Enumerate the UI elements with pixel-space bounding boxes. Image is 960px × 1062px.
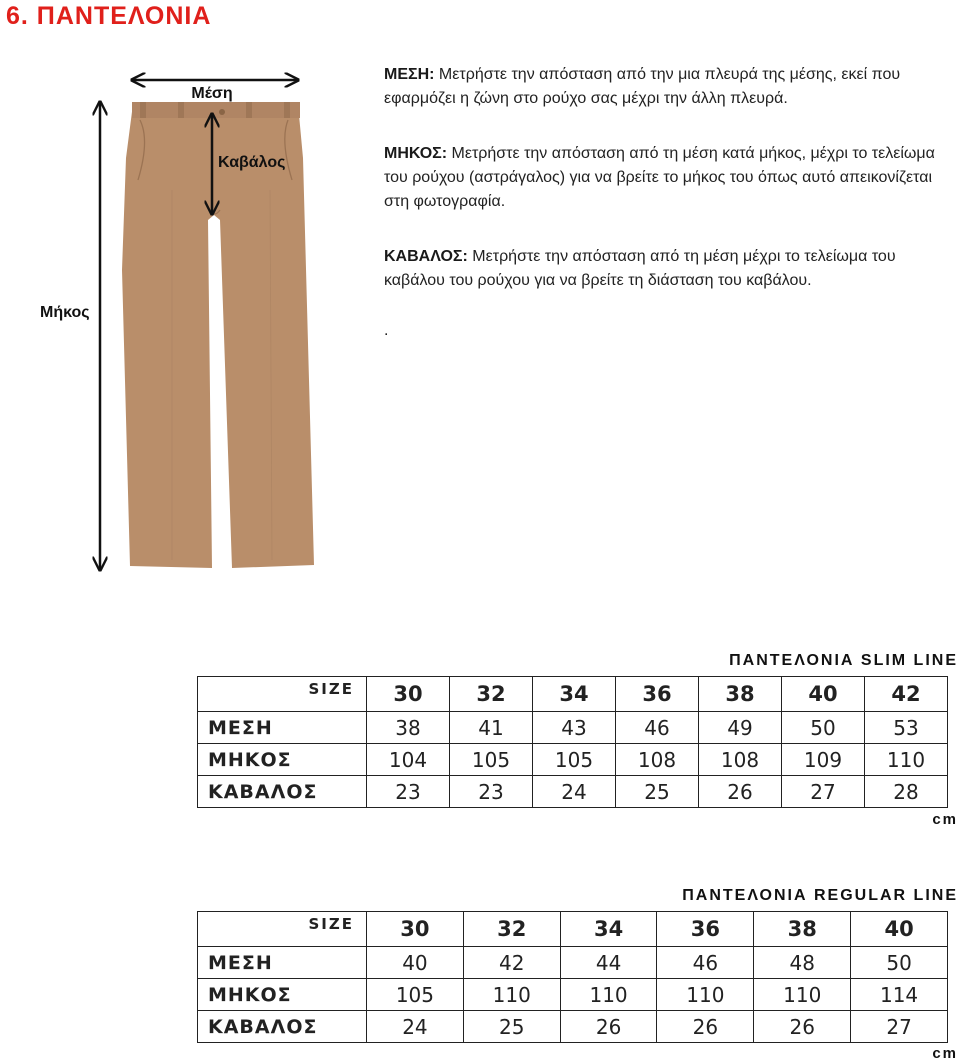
value-cell: 25 [463,1011,560,1043]
value-cell: 109 [782,744,865,776]
value-cell: 42 [463,947,560,979]
row-label: ΜΗΚΟΣ [198,979,367,1011]
length-text: Μετρήστε την απόσταση από τη μέση κατά μήκος, μέχρι το τελείωμα του ρούχου (αστράγαλος) για να βρείτε το μήκος του όπως αυτό απεικονίζεται στη φωτογραφία. [384,145,935,210]
value-cell: 27 [782,776,865,808]
pants-measurement-figure [0,40,380,600]
size-cell: 32 [463,912,560,947]
value-cell: 105 [367,979,464,1011]
row-label: ΜΕΣΗ [198,712,367,744]
value-cell: 50 [851,947,948,979]
row-label: ΚΑΒΑΛΟΣ [198,1011,367,1043]
size-cell: 40 [782,677,865,712]
value-cell: 25 [616,776,699,808]
value-cell: 110 [657,979,754,1011]
size-cell: 30 [367,912,464,947]
value-cell: 26 [560,1011,657,1043]
button [219,109,225,115]
value-cell: 110 [560,979,657,1011]
value-cell: 110 [463,979,560,1011]
slim-size-table [197,676,948,808]
row-label: ΜΗΚΟΣ [198,744,367,776]
value-cell: 24 [533,776,616,808]
pants-illustration [122,102,314,568]
size-cell: 42 [865,677,948,712]
value-cell: 23 [367,776,450,808]
crotch-term: ΚΑΒΑΛΟΣ: [384,248,468,265]
value-cell: 46 [616,712,699,744]
size-cell: 34 [560,912,657,947]
size-cell: 38 [754,912,851,947]
size-cell: 36 [657,912,754,947]
value-cell: 48 [754,947,851,979]
waist-label: Μέση [191,85,233,102]
table-row [198,947,948,979]
value-cell: 114 [851,979,948,1011]
waist-description [384,63,956,111]
length-term: ΜΗΚΟΣ: [384,145,448,162]
table-row [198,712,948,744]
value-cell: 108 [616,744,699,776]
crotch-description [384,245,956,293]
table-row [198,776,948,808]
value-cell: 23 [450,776,533,808]
slim-unit: cm [932,811,958,828]
value-cell: 50 [782,712,865,744]
size-cell: 36 [616,677,699,712]
value-cell: 26 [754,1011,851,1043]
value-cell: 40 [367,947,464,979]
size-cell: 34 [533,677,616,712]
row-label: ΚΑΒΑΛΟΣ [198,776,367,808]
size-cell: 38 [699,677,782,712]
size-cell: 30 [367,677,450,712]
waist-text: Μετρήστε την απόσταση από την μια πλευρά της μέσης, εκεί που εφαρμόζει η ζώνη στο ρούχο σας μέχρι την άλλη πλευρά. [384,66,901,107]
size-label: SIZE [198,677,367,712]
trailing-dot: . [384,322,389,339]
crotch-text: Μετρήστε την απόσταση από τη μέση μέχρι το τελείωμα του καβάλου του ρούχου για να βρείτε τη διάσταση του καβάλου. [384,248,896,289]
value-cell: 28 [865,776,948,808]
page-title: 6. ΠΑΝΤΕΛΟΝΙΑ [6,2,212,30]
regular-size-table [197,911,948,1043]
value-cell: 53 [865,712,948,744]
size-label: SIZE [198,912,367,947]
size-cell: 32 [450,677,533,712]
size-cell: 40 [851,912,948,947]
value-cell: 24 [367,1011,464,1043]
table-row [198,744,948,776]
table-row [198,1011,948,1043]
row-label: ΜΕΣΗ [198,947,367,979]
value-cell: 26 [657,1011,754,1043]
waist-term: ΜΕΣΗ: [384,66,435,83]
value-cell: 49 [699,712,782,744]
regular-table-title: ΠΑΝΤΕΛΟΝΙΑ REGULAR LINE [682,887,958,904]
waistband [132,102,300,118]
value-cell: 108 [699,744,782,776]
value-cell: 44 [560,947,657,979]
value-cell: 105 [533,744,616,776]
value-cell: 27 [851,1011,948,1043]
value-cell: 105 [450,744,533,776]
value-cell: 43 [533,712,616,744]
crotch-label: Καβάλος [218,154,286,171]
length-label: Μήκος [40,304,90,321]
value-cell: 26 [699,776,782,808]
value-cell: 46 [657,947,754,979]
slim-table-title: ΠΑΝΤΕΛΟΝΙΑ SLIM LINE [729,652,958,669]
regular-unit: cm [932,1045,958,1062]
value-cell: 110 [865,744,948,776]
value-cell: 110 [754,979,851,1011]
value-cell: 38 [367,712,450,744]
value-cell: 41 [450,712,533,744]
table-row [198,912,948,947]
table-row [198,677,948,712]
length-description [384,142,956,214]
table-row [198,979,948,1011]
value-cell: 104 [367,744,450,776]
